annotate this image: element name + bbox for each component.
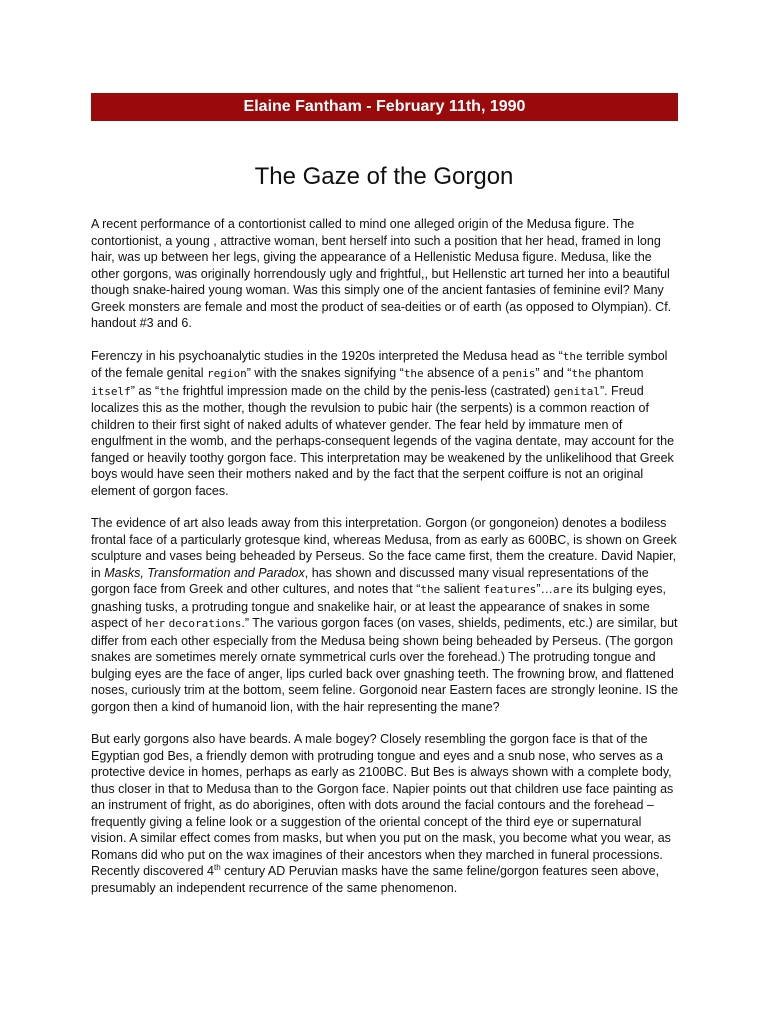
- text-segment: decorations: [168, 617, 242, 630]
- text-segment: absence of a: [423, 366, 503, 380]
- text-segment: ”. Freud localizes this as the mother, though the revulsion to pubic hair (the serpents) is a common reaction of children to their first sight of naked adults of whatever gender. The fear held by immature men of engulfment in the womb, and the perhaps-consequent legends of the vagina dentate, may account for the fanged or heavily toothy gorgon face. This interpretation may be weakened by the unlikelihood that Greek boys would have seen their mothers naked and by the fact that the serpent coiffure is not an original element of gorgon faces.: [91, 383, 675, 498]
- text-segment: the: [562, 349, 583, 363]
- text-segment: are: [552, 583, 573, 596]
- text-segment: features: [483, 583, 537, 596]
- paragraph-2: [91, 348, 679, 500]
- paragraph-4: [91, 731, 679, 896]
- document-body: [91, 216, 679, 912]
- page-title: The Gaze of the Gorgon: [254, 163, 514, 190]
- text-segment: the: [403, 367, 424, 380]
- text-segment: Masks, Transformation and Paradox: [104, 565, 305, 580]
- text-segment: ”…: [536, 582, 553, 596]
- text-segment: genital: [553, 384, 600, 398]
- text-segment: the: [420, 583, 441, 596]
- text-segment: itself: [91, 384, 131, 398]
- text-segment: century AD Peruvian masks have the same feline/gorgon features seen above, presumably an independent recurrence of the same phenomenon.: [91, 864, 660, 895]
- text-segment: her: [145, 617, 166, 630]
- text-segment: the: [159, 384, 180, 398]
- text-segment: region: [207, 367, 247, 380]
- text-segment: Ferenczy in his psychoanalytic studies in the 1920s interpreted the Medusa head as “: [91, 348, 563, 363]
- text-segment: terrible symbol of the female genital: [91, 348, 668, 380]
- text-segment: But early gorgons also have beards. A male bogey? Closely resembling the gorgon face is that of the Egyptian god Bes, a friendly demon with protruding tongue and eyes and a snub nose, who serves as a protective device in homes, perhaps as early as 2100BC. But Bes is always shown with a complete body, thus closer in that to Medusa than to the Gorgon face. Napier points out that children use face painting as an instrument of fright, as do aborigines, often with dots around the facial contours and the forehead – frequently giving a feline look or a suggestion of the oriental concept of the third eye or supernatural vision. A similar effect comes from masks, but when you put on the mask, you become what you wear, as Romans did who put on the wax imagines of their ancestors when they marched in funeral processions. Recently discovered 4: [91, 732, 674, 878]
- paragraph-3: [91, 515, 679, 715]
- text-segment: frightful impression made on the child by the penis-less (castrated): [179, 383, 554, 398]
- paragraph-1: A recent performance of a contortionist called to mind one alleged origin of the Medusa figure. The contortionist, a young , attractive woman, bent herself into such a position that her head, framed in long hair, was up between her legs, giving the appearance of a Hellenistic Medusa figure. Medusa, like the other gorgons, was originally horrendously ugly and frightful,, but Hellenstic art turned her into a beautiful though snake-haired young woman. Was this simply one of the ancient fantasies of feminine evil? Many Greek monsters are female and most the product of sea-deities or of earth (as opposed to Olympian). Cf. handout #3 and 6.: [91, 217, 672, 330]
- text-segment: , has shown and discussed many visual representations of the gorgon face from Greek and other cultures, and notes that “: [91, 565, 649, 596]
- text-segment: its bulging eyes, gnashing tusks, a protruding tongue and snakelike hair, or at least the appearance of snakes in some aspect of: [91, 582, 666, 630]
- header-banner: Elaine Fantham - February 11th, 1990: [91, 93, 678, 121]
- text-segment: ” and “: [535, 366, 572, 380]
- text-segment: salient: [440, 582, 484, 596]
- text-segment: th: [213, 862, 221, 872]
- text-segment: penis: [502, 367, 536, 380]
- text-segment: The evidence of art also leads away from this interpretation. Gorgon (or gongoneion) denotes a bodiless frontal face of a particularly grotesque kind, whereas Medusa, from as early as 600BC, is shown on Greek sculpture and vases being beheaded by Perseus. So the face came first, them the creature. David Napier, in: [91, 516, 677, 580]
- text-segment: ” with the snakes signifying “: [246, 366, 404, 380]
- text-segment: ” as “: [130, 383, 160, 398]
- text-segment: the: [571, 367, 592, 380]
- text-segment: phantom: [591, 366, 644, 380]
- text-segment: .” The various gorgon faces (on vases, shields, pediments, etc.) are similar, but differ from each other especially from the Medusa being shown being beheaded by Perseus. (The gorgon snakes are sometimes merely ornate symmetrical curls over the forehead.) The protruding tongue and bulging eyes are the face of anger, lips curled back over gnashing teeth. The frowning brow, and flattened noses, curiously trim at the bottom, seem feline. Gorgonoid near Eastern faces are strongly leonine. IS the gorgon then a kind of humanoid lion, with the hair representing the mane?: [91, 616, 679, 714]
